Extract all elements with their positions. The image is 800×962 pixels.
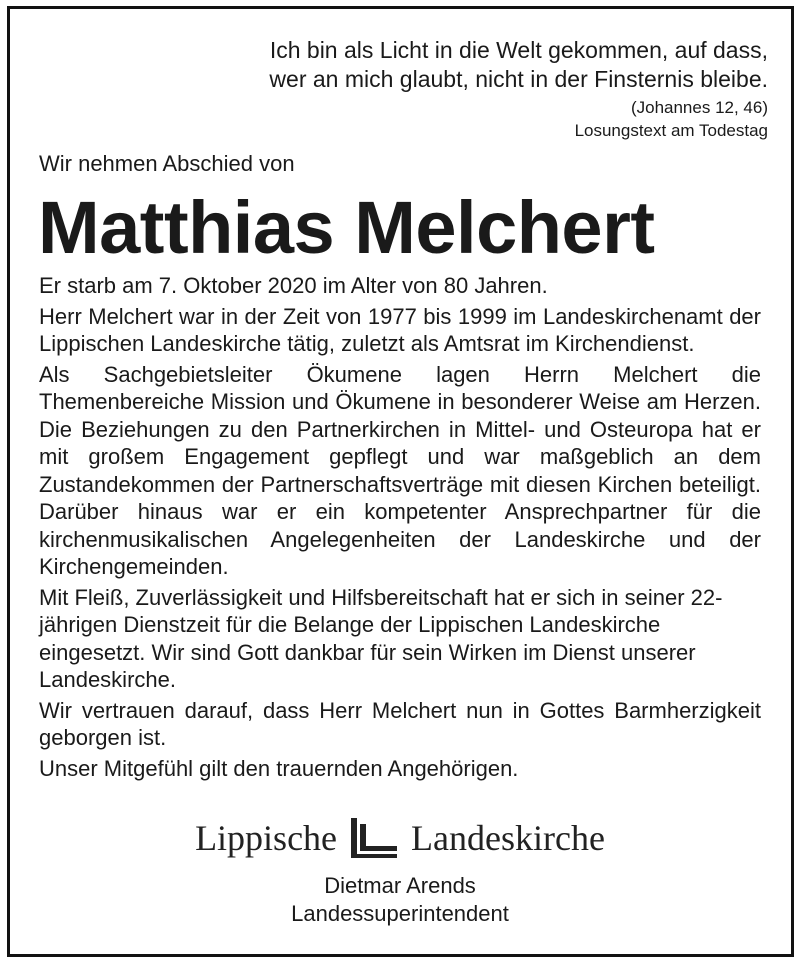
paragraph: Wir vertrauen darauf, dass Herr Melchert nun in Gottes Barmherzigkeit geborgen ist. bbox=[39, 697, 761, 750]
verse-reference-block bbox=[575, 96, 768, 142]
verse-note: Losungstext am Todestag bbox=[574, 121, 768, 140]
church-logo bbox=[0, 812, 800, 864]
paragraph: Er starb am 7. Oktober 2020 im Alter von 80 Jahren. bbox=[39, 273, 548, 298]
bible-verse bbox=[269, 36, 768, 94]
deceased-name: Matthias Melchert bbox=[38, 186, 655, 269]
obituary-body bbox=[39, 272, 761, 785]
paragraph: Mit Fleiß, Zuverlässigkeit und Hilfsbereitschaft hat er sich in seiner 22-jährigen Dienstzeit für die Belange der Lippischen Landeskirche eingesetzt. Wir sind Gott dankbar für sein Wirken im Dienst unserer Landeskirche. bbox=[39, 584, 723, 692]
logo-text-left: Lippische bbox=[195, 818, 338, 858]
signatory-name: Dietmar Arends bbox=[324, 873, 476, 898]
paragraph: Herr Melchert war in der Zeit von 1977 bis 1999 im Landeskirchenamt der Lippischen Landeskirche tätig, zuletzt als Amtsrat im Kirchendienst. bbox=[39, 303, 761, 356]
verse-reference: (Johannes 12, 46) bbox=[630, 98, 768, 117]
signature-block bbox=[0, 872, 800, 928]
verse-line-1: Ich bin als Licht in die Welt gekommen, auf dass, bbox=[269, 37, 768, 63]
intro-text: Wir nehmen Abschied von bbox=[39, 151, 295, 176]
signatory-title: Landessuperintendent bbox=[291, 901, 509, 926]
verse-line-2: wer an mich glaubt, nicht in der Finsternis bleibe. bbox=[269, 66, 768, 92]
paragraph: Als Sachgebietsleiter Ökumene lagen Herrn Melchert die Themenbereiche Mission und Ökumene in besonderer Weise am Herzen. Die Beziehungen zu den Partnerkirchen in Mittel- und Osteuropa hat er mit großem Engagement gepflegt und war maßgeblich an dem Zustandekommen der Partnerschaftsverträge mit diesen Kirchen beteiligt. Darüber hinaus war er ein kompetenter Ansprechpartner für die kirchenmusikalischen Angelegenheiten der Landeskirche und der Kirchengemeinden. bbox=[39, 361, 761, 579]
church-logo-icon bbox=[349, 816, 399, 860]
paragraph: Unser Mitgefühl gilt den trauernden Angehörigen. bbox=[39, 755, 519, 781]
logo-text-right: Landeskirche bbox=[411, 818, 605, 858]
